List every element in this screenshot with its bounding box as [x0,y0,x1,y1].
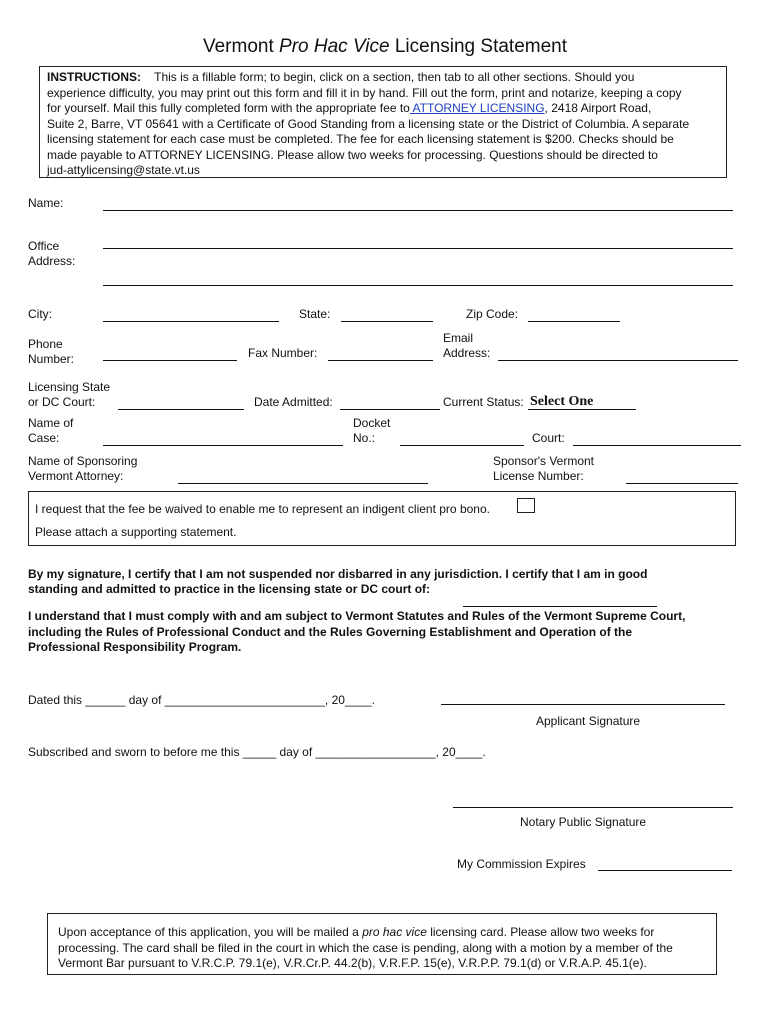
fee-waiver-box [28,491,736,546]
state-label: State: [299,307,331,321]
phone-number-label: Number: [28,352,75,366]
vermont-attorney-label: Vermont Attorney: [28,469,124,483]
acceptance-line: Upon acceptance of this application, you will be mailed a [58,925,363,939]
instructions-email: jud-attylicensing@state.vt.us [47,163,200,177]
subscribed-line[interactable]: Subscribed and sworn to before me this _____ day of __________________, 20____. [28,745,486,759]
comply-line: including the Rules of Professional Conduct and the Rules Governing Establishment and Operation of the [28,625,633,639]
case-field[interactable] [103,445,343,446]
acceptance-line: licensing card. Please allow two weeks for [426,925,655,939]
title-italic: Pro Hac Vice [279,36,390,57]
certify-court-field[interactable] [463,606,657,607]
email-field[interactable] [498,360,738,361]
office-address-field[interactable] [103,248,733,249]
date-admitted-field[interactable] [340,409,440,410]
certify-line: standing and admitted to practice in the licensing state or DC court of: [28,582,431,596]
court-label: Court: [532,431,565,445]
instructions-line: , 2418 Airport Road, [544,101,652,115]
title-text-end: Licensing Statement [389,36,568,57]
applicant-signature-label: Applicant Signature [536,714,641,728]
address-label: Address: [28,254,76,268]
fee-waiver-attach: Please attach a supporting statement. [35,525,237,539]
name-of-label: Name of [28,416,74,430]
page-title [0,36,770,58]
office-address-field-2[interactable] [103,285,733,286]
office-label: Office [28,239,60,253]
instructions-line: experience difficulty, you may print out this form and fill it in by hand. Fill out the form, print and notarize, keeping a copy [47,85,682,100]
commission-field[interactable] [598,870,732,871]
docket-no-label: No.: [353,431,376,445]
current-status-underline [528,409,636,410]
docket-label: Docket [353,416,391,430]
instructions-line: licensing statement for each case must be completed. The fee for each licensing statement is $200. Checks should be [47,132,674,146]
current-status-label: Current Status: [443,395,524,409]
docket-field[interactable] [400,445,524,446]
fee-waiver-checkbox[interactable] [517,498,535,513]
name-label: Name: [28,196,64,210]
sponsoring-attorney-field[interactable] [178,483,428,484]
sponsor-license-field[interactable] [626,483,738,484]
email-label: Email [443,331,474,345]
zip-field[interactable] [528,321,620,322]
instructions-line: This is a fillable form; to begin, click on a section, then tab to all other sections. Should you [154,70,635,84]
comply-line: I understand that I must comply with and am subject to Vermont Statutes and Rules of the Vermont Supreme Court, [28,609,686,623]
instructions-line: Suite 2, Barre, VT 05641 with a Certificate of Good Standing from a licensing state or the District of Columbia. A separate [47,116,690,131]
licensing-state-field[interactable] [118,409,244,410]
instructions-label: INSTRUCTIONS: [47,70,141,84]
acceptance-line: processing. The card shall be filed in the court in which the case is pending, along with a motion by a member of the [58,940,673,955]
phone-label: Phone [28,337,63,351]
date-admitted-label: Date Admitted: [254,395,333,409]
instructions-line: for yourself. Mail this fully completed form with the appropriate fee to [47,101,410,115]
state-field[interactable] [341,321,433,322]
email-address-label: Address: [443,346,491,360]
comply-line: Professional Responsibility Program. [28,640,242,654]
fee-waiver-request: I request that the fee be waived to enable me to represent an indigent client pro bono. [35,502,490,516]
certify-line: By my signature, I certify that I am not suspended nor disbarred in any jurisdiction. I certify that I am in good [28,567,648,581]
title-text: Vermont [202,36,280,57]
fax-label: Fax Number: [248,346,318,360]
acceptance-line: Vermont Bar pursuant to V.R.C.P. 79.1(e), V.R.Cr.P. 44.2(b), V.R.F.P. 15(e), V.R.P.P. 79.1(d) or V.R.A.P. 45.1(e). [58,956,647,970]
fax-field[interactable] [328,360,433,361]
licensing-state-label: Licensing State [28,380,111,394]
name-field[interactable] [103,210,733,211]
notary-signature-field[interactable] [453,807,733,808]
court-field[interactable] [573,445,741,446]
dated-line[interactable]: Dated this ______ day of ________________________, 20____. [28,693,375,707]
case-label: Case: [28,431,60,445]
current-status-select[interactable]: Select One [530,394,594,409]
license-number-label: License Number: [493,469,584,483]
notary-signature-label: Notary Public Signature [520,815,647,829]
phone-field[interactable] [103,360,237,361]
applicant-signature-field[interactable] [441,704,725,705]
dc-court-label: or DC Court: [28,395,96,409]
zip-label: Zip Code: [466,307,519,321]
acceptance-box [47,913,717,975]
instructions-line: made payable to ATTORNEY LICENSING. Please allow two weeks for processing. Questions should be directed to [47,147,658,162]
city-label: City: [28,307,52,321]
city-field[interactable] [103,321,279,322]
instructions-box [39,66,727,178]
sponsoring-label: Name of Sponsoring [28,454,138,468]
attorney-licensing-link[interactable]: ATTORNEY LICENSING [409,101,545,115]
acceptance-italic: pro hac vice [362,925,427,939]
commission-label: My Commission Expires [457,857,586,871]
sponsor-vermont-label: Sponsor's Vermont [493,454,595,468]
